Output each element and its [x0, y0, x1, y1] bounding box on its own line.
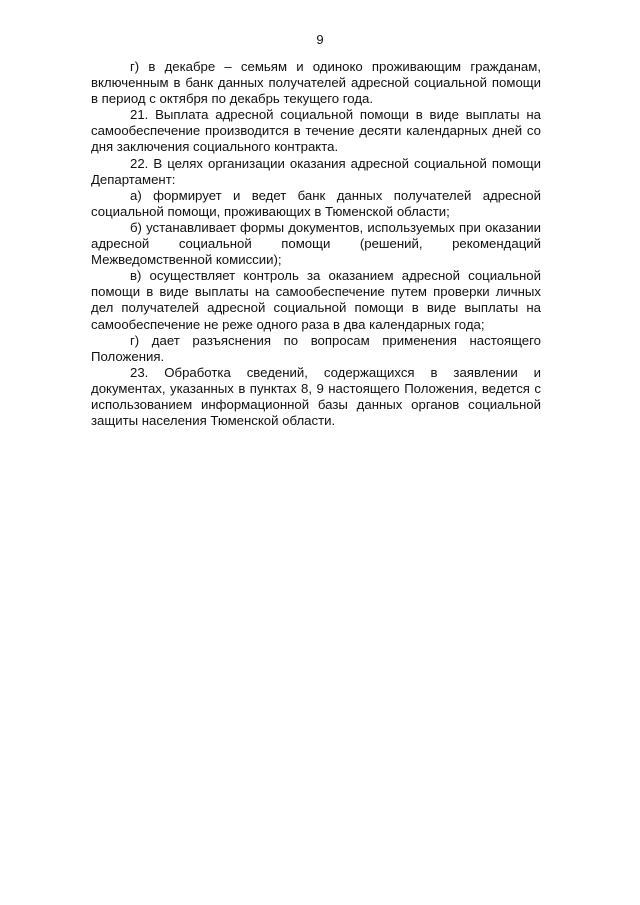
paragraph-22-g: г) дает разъяснения по вопросам применения настоящего Положения.: [91, 332, 541, 364]
paragraph-22-b: б) устанавливает формы документов, используемых при оказании адресной социальной помощи (решений, рекомендаций Межведомственной комиссии);: [91, 219, 541, 268]
paragraph-g-december: г) в декабре – семьям и одиноко проживающим гражданам, включенным в банк данных получателей адресной социальной помощи в период с октября по декабрь текущего года.: [91, 59, 541, 107]
paragraph-22-a: а) формирует и ведет банк данных получателей адресной социальной помощи, проживающих в Тюменской области;: [91, 187, 541, 219]
paragraph-23: 23. Обработка сведений, содержащихся в заявлении и документах, указанных в пунктах 8, 9 настоящего Положения, ведется с использованием информационной базы данных органов социальной защиты населения Тюменской области.: [91, 364, 541, 429]
paragraph-21: 21. Выплата адресной социальной помощи в виде выплаты на самообеспечение производится в течение десяти календарных дней со дня заключения социального контракта.: [91, 107, 541, 155]
paragraph-22: 22. В целях организации оказания адресной социальной помощи Департамент:: [91, 155, 541, 187]
page-number: 9: [316, 32, 324, 47]
document-body: [91, 59, 541, 429]
paragraph-22-v: в) осуществляет контроль за оказанием адресной социальной помощи в виде выплаты на самообеспечение путем проверки личных дел получателей адресной социальной помощи в виде выплаты на самообеспечение не реже одного раза в два календарных года;: [91, 268, 541, 332]
